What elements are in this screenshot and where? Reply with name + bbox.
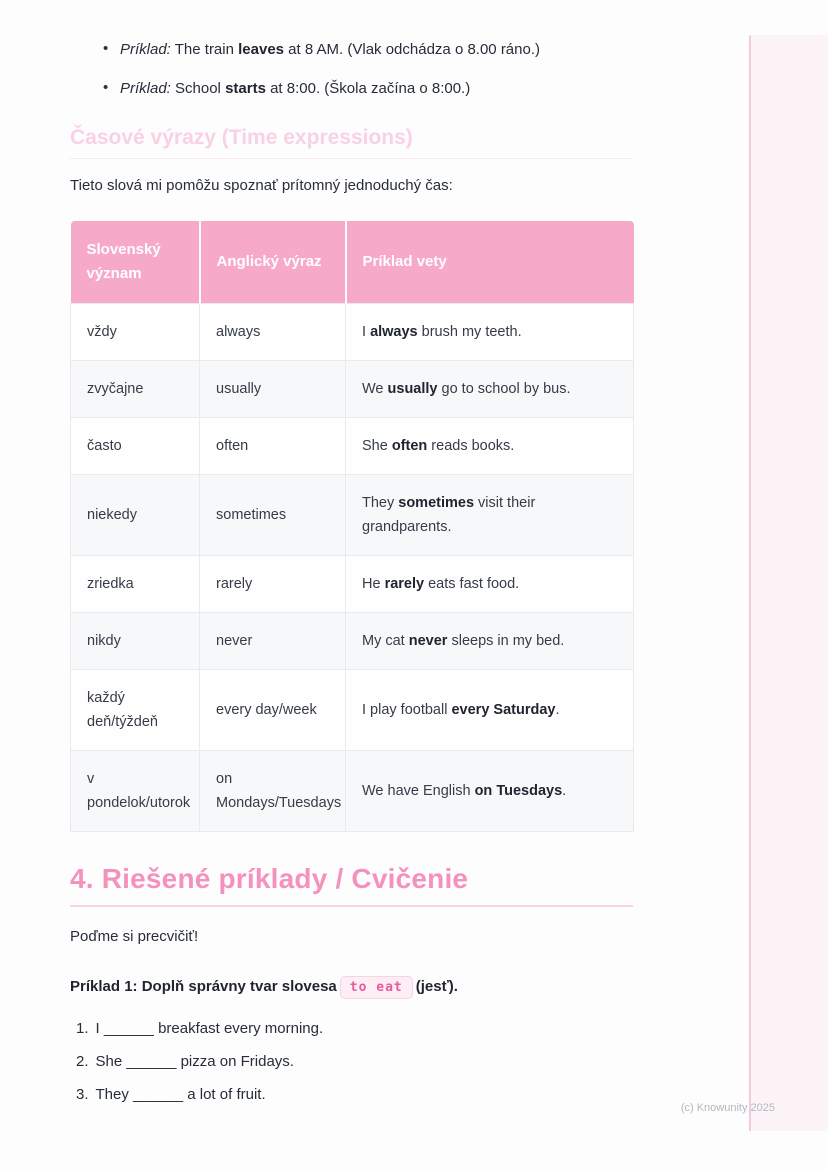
example-bold: on Tuesdays bbox=[474, 783, 563, 799]
table-row bbox=[71, 613, 634, 670]
example-post: visit their grandparents. bbox=[362, 495, 536, 535]
cell-slovak: zriedka bbox=[71, 556, 200, 613]
example-post: reads books. bbox=[427, 438, 515, 454]
table-row bbox=[71, 670, 634, 751]
column-header-slovak: Slovenský význam bbox=[71, 221, 200, 304]
item-number: 2. bbox=[76, 1053, 89, 1070]
bullet-example-school bbox=[70, 77, 633, 101]
cell-example bbox=[346, 475, 634, 556]
example-post: . bbox=[562, 783, 567, 799]
table-row bbox=[71, 556, 634, 613]
cell-english: often bbox=[200, 418, 346, 475]
cell-example bbox=[346, 556, 634, 613]
exercise-prompt bbox=[70, 974, 633, 1001]
example-pre: He bbox=[362, 576, 385, 592]
cell-example bbox=[346, 304, 634, 361]
example-bold: never bbox=[408, 633, 448, 649]
example-bold: usually bbox=[387, 381, 438, 397]
example-pre: We bbox=[362, 381, 388, 397]
example-pre: She bbox=[362, 438, 392, 454]
copyright-note: (c) Knowunity 2025 bbox=[680, 1102, 775, 1114]
cell-slovak: vždy bbox=[71, 304, 200, 361]
blank-item bbox=[76, 1050, 633, 1074]
example-post: go to school by bus. bbox=[437, 381, 571, 397]
item-number: 3. bbox=[76, 1086, 89, 1103]
cell-example bbox=[346, 361, 634, 418]
cell-slovak: zvyčajne bbox=[71, 361, 200, 418]
example-bold: often bbox=[391, 438, 428, 454]
column-header-example: Príklad vety bbox=[346, 221, 634, 304]
cell-slovak: často bbox=[71, 418, 200, 475]
example-bullet-list bbox=[70, 38, 633, 101]
example-pre: I play football bbox=[362, 702, 452, 718]
cell-slovak: nikdy bbox=[71, 613, 200, 670]
cell-english: sometimes bbox=[200, 475, 346, 556]
cell-english: never bbox=[200, 613, 346, 670]
item-number: 1. bbox=[76, 1020, 89, 1037]
cell-english: on Mondays/Tuesdays bbox=[200, 751, 346, 832]
table-row bbox=[71, 361, 634, 418]
item-text: She ______ pizza on Fridays. bbox=[95, 1053, 294, 1070]
bullet-example-train bbox=[70, 38, 633, 62]
cell-slovak: každý deň/týždeň bbox=[71, 670, 200, 751]
column-header-english: Anglický výraz bbox=[200, 221, 346, 304]
example-text-post: at 8:00. (Škola začína o 8:00.) bbox=[265, 80, 471, 97]
example-pre: I bbox=[362, 324, 371, 340]
cell-example bbox=[346, 418, 634, 475]
cell-english: every day/week bbox=[200, 670, 346, 751]
section-heading-time-expressions: Časové výrazy (Time expressions) bbox=[70, 125, 633, 159]
item-text: They ______ a lot of fruit. bbox=[95, 1086, 266, 1103]
cell-example bbox=[346, 751, 634, 832]
example-verb: starts bbox=[225, 80, 266, 97]
example-text-pre: The train bbox=[170, 41, 239, 58]
practice-intro: Poďme si precvičiť! bbox=[70, 928, 199, 945]
table-row bbox=[71, 418, 634, 475]
example-pre: They bbox=[362, 495, 399, 511]
cell-english: rarely bbox=[200, 556, 346, 613]
example-post: eats fast food. bbox=[424, 576, 520, 592]
blank-item bbox=[76, 1017, 633, 1041]
time-expressions-table bbox=[70, 221, 634, 832]
cell-english: usually bbox=[200, 361, 346, 418]
main-heading-exercises: 4. Riešené príklady / Cvičenie bbox=[70, 863, 469, 894]
intro-paragraph: Tieto slová mi pomôžu spoznať prítomný jednoduchý čas: bbox=[70, 177, 453, 194]
blank-item bbox=[76, 1083, 633, 1107]
example-text-post: at 8 AM. (Vlak odchádza o 8.00 ráno.) bbox=[284, 41, 540, 58]
table-row bbox=[71, 751, 634, 832]
item-text: I ______ breakfast every morning. bbox=[95, 1020, 324, 1037]
example-post: . bbox=[555, 702, 560, 718]
example-text-pre: School bbox=[170, 80, 226, 97]
example-label: Príklad: bbox=[120, 41, 171, 58]
cell-english: always bbox=[200, 304, 346, 361]
table-row bbox=[71, 304, 634, 361]
example-bold: always bbox=[370, 324, 418, 340]
fill-in-blanks-list bbox=[70, 1017, 633, 1107]
table-row bbox=[71, 475, 634, 556]
page-margin-strip bbox=[749, 35, 828, 1131]
cell-slovak: v pondelok/utorok bbox=[71, 751, 200, 832]
heading-divider bbox=[70, 905, 633, 907]
table-body bbox=[71, 304, 634, 832]
verb-code-chip: to eat bbox=[340, 976, 413, 999]
exercise-text-pre: Príklad 1: Doplň správny tvar slovesa bbox=[70, 978, 337, 995]
example-post: sleeps in my bed. bbox=[447, 633, 565, 649]
cell-slovak: niekedy bbox=[71, 475, 200, 556]
exercise-text-post: (jesť). bbox=[415, 978, 458, 995]
table-header bbox=[71, 221, 634, 304]
example-bold: rarely bbox=[384, 576, 425, 592]
example-label: Príklad: bbox=[120, 80, 171, 97]
example-verb: leaves bbox=[238, 41, 285, 58]
example-pre: We have English bbox=[362, 783, 475, 799]
example-bold: sometimes bbox=[398, 495, 475, 511]
example-bold: every Saturday bbox=[451, 702, 556, 718]
cell-example bbox=[346, 613, 634, 670]
content-column bbox=[70, 0, 633, 1116]
table-header-row bbox=[71, 221, 634, 304]
example-post: brush my teeth. bbox=[417, 324, 522, 340]
example-pre: My cat bbox=[362, 633, 409, 649]
cell-example bbox=[346, 670, 634, 751]
